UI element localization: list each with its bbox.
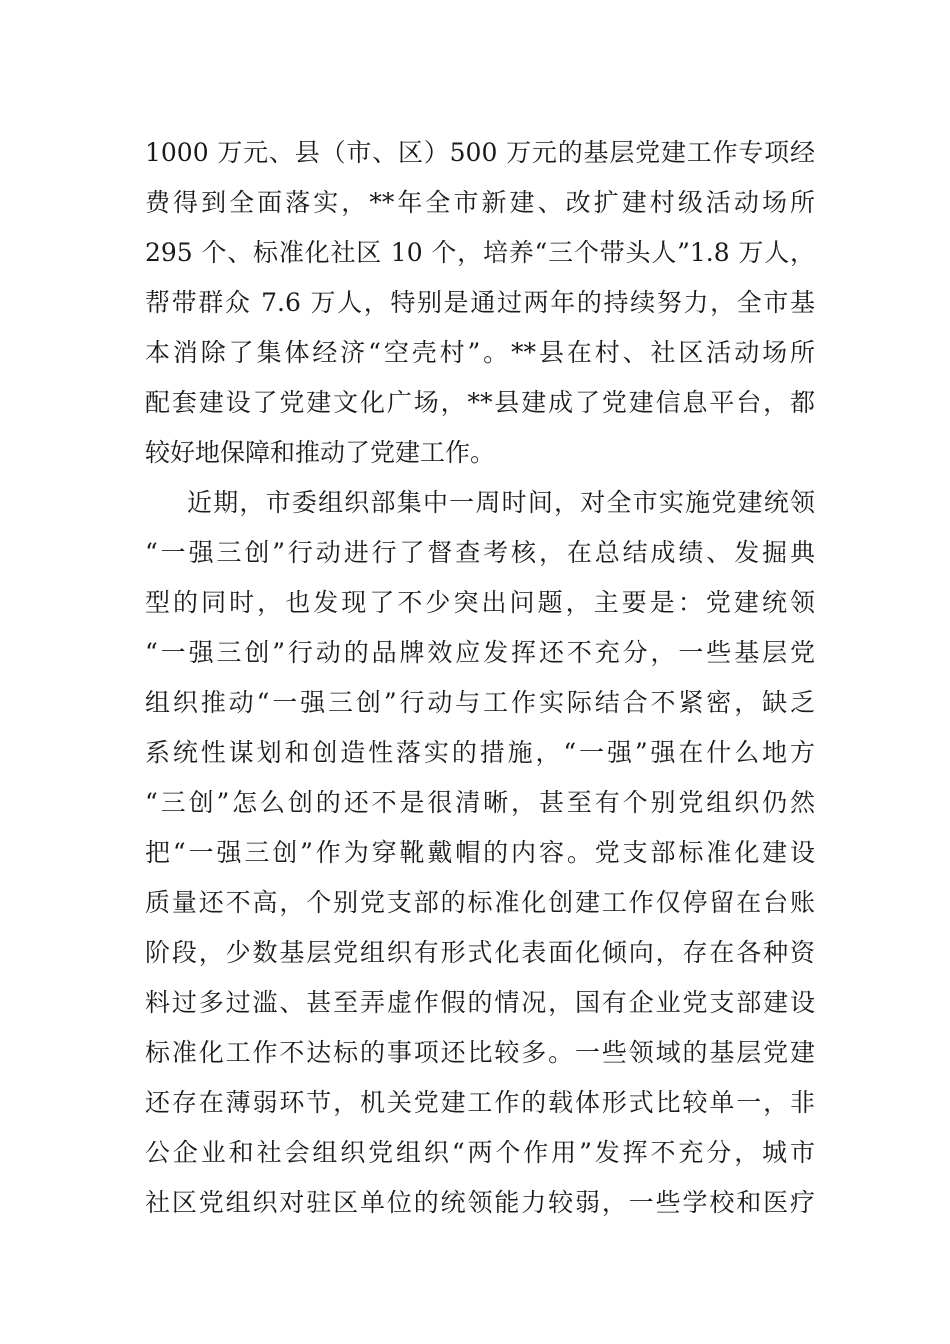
paragraph-2-line-5: 组织推动“一强三创”行动与工作实际结合不紧密，缺乏	[145, 688, 815, 717]
paragraph-2-line-12: 标准化工作不达标的事项还比较多。一些领域的基层党建	[145, 1038, 815, 1067]
paragraph-2-line-3: 型的同时，也发现了不少突出问题，主要是：党建统领	[145, 588, 815, 617]
paragraph-2-line-15: 社区党组织对驻区单位的统领能力较弱，一些学校和医疗	[145, 1188, 815, 1217]
paragraph-2-line-13: 还存在薄弱环节，机关党建工作的载体形式比较单一，非	[145, 1088, 815, 1117]
paragraph-2-line-1: 近期，市委组织部集中一周时间，对全市实施党建统领	[187, 488, 815, 517]
paragraph-1-line-2: 费得到全面落实，**年全市新建、改扩建村级活动场所	[145, 188, 815, 217]
paragraph-1-line-3: 295 个、标准化社区 10 个，培养“三个带头人”1.8 万人，	[145, 238, 815, 267]
paragraph-1-line-4: 帮带群众 7.6 万人，特别是通过两年的持续努力，全市基	[145, 288, 815, 317]
paragraph-2-line-2: “一强三创”行动进行了督查考核，在总结成绩、发掘典	[145, 538, 815, 567]
paragraph-2-line-7: “三创”怎么创的还不是很清晰，甚至有个别党组织仍然	[145, 788, 815, 817]
paragraph-1-line-6: 配套建设了党建文化广场，**县建成了党建信息平台，都	[145, 388, 815, 417]
paragraph-2-line-4: “一强三创”行动的品牌效应发挥还不充分，一些基层党	[145, 638, 815, 667]
paragraph-1-line-5: 本消除了集体经济“空壳村”。**县在村、社区活动场所	[145, 338, 815, 367]
paragraph-2-line-9: 质量还不高，个别党支部的标准化创建工作仅停留在台账	[145, 888, 815, 917]
paragraph-2-line-10: 阶段，少数基层党组织有形式化表面化倾向，存在各种资	[145, 938, 815, 967]
paragraph-2-line-11: 料过多过滥、甚至弄虚作假的情况，国有企业党支部建设	[145, 988, 815, 1017]
paragraph-2-line-14: 公企业和社会组织党组织“两个作用”发挥不充分，城市	[145, 1138, 815, 1167]
paragraph-2-line-8: 把“一强三创”作为穿靴戴帽的内容。党支部标准化建设	[145, 838, 815, 867]
paragraph-1-line-1: 1000 万元、县（市、区）500 万元的基层党建工作专项经	[145, 138, 815, 167]
paragraph-2-line-6: 系统性谋划和创造性落实的措施，“一强”强在什么地方	[145, 738, 815, 767]
paragraph-1-line-7: 较好地保障和推动了党建工作。	[145, 438, 496, 467]
